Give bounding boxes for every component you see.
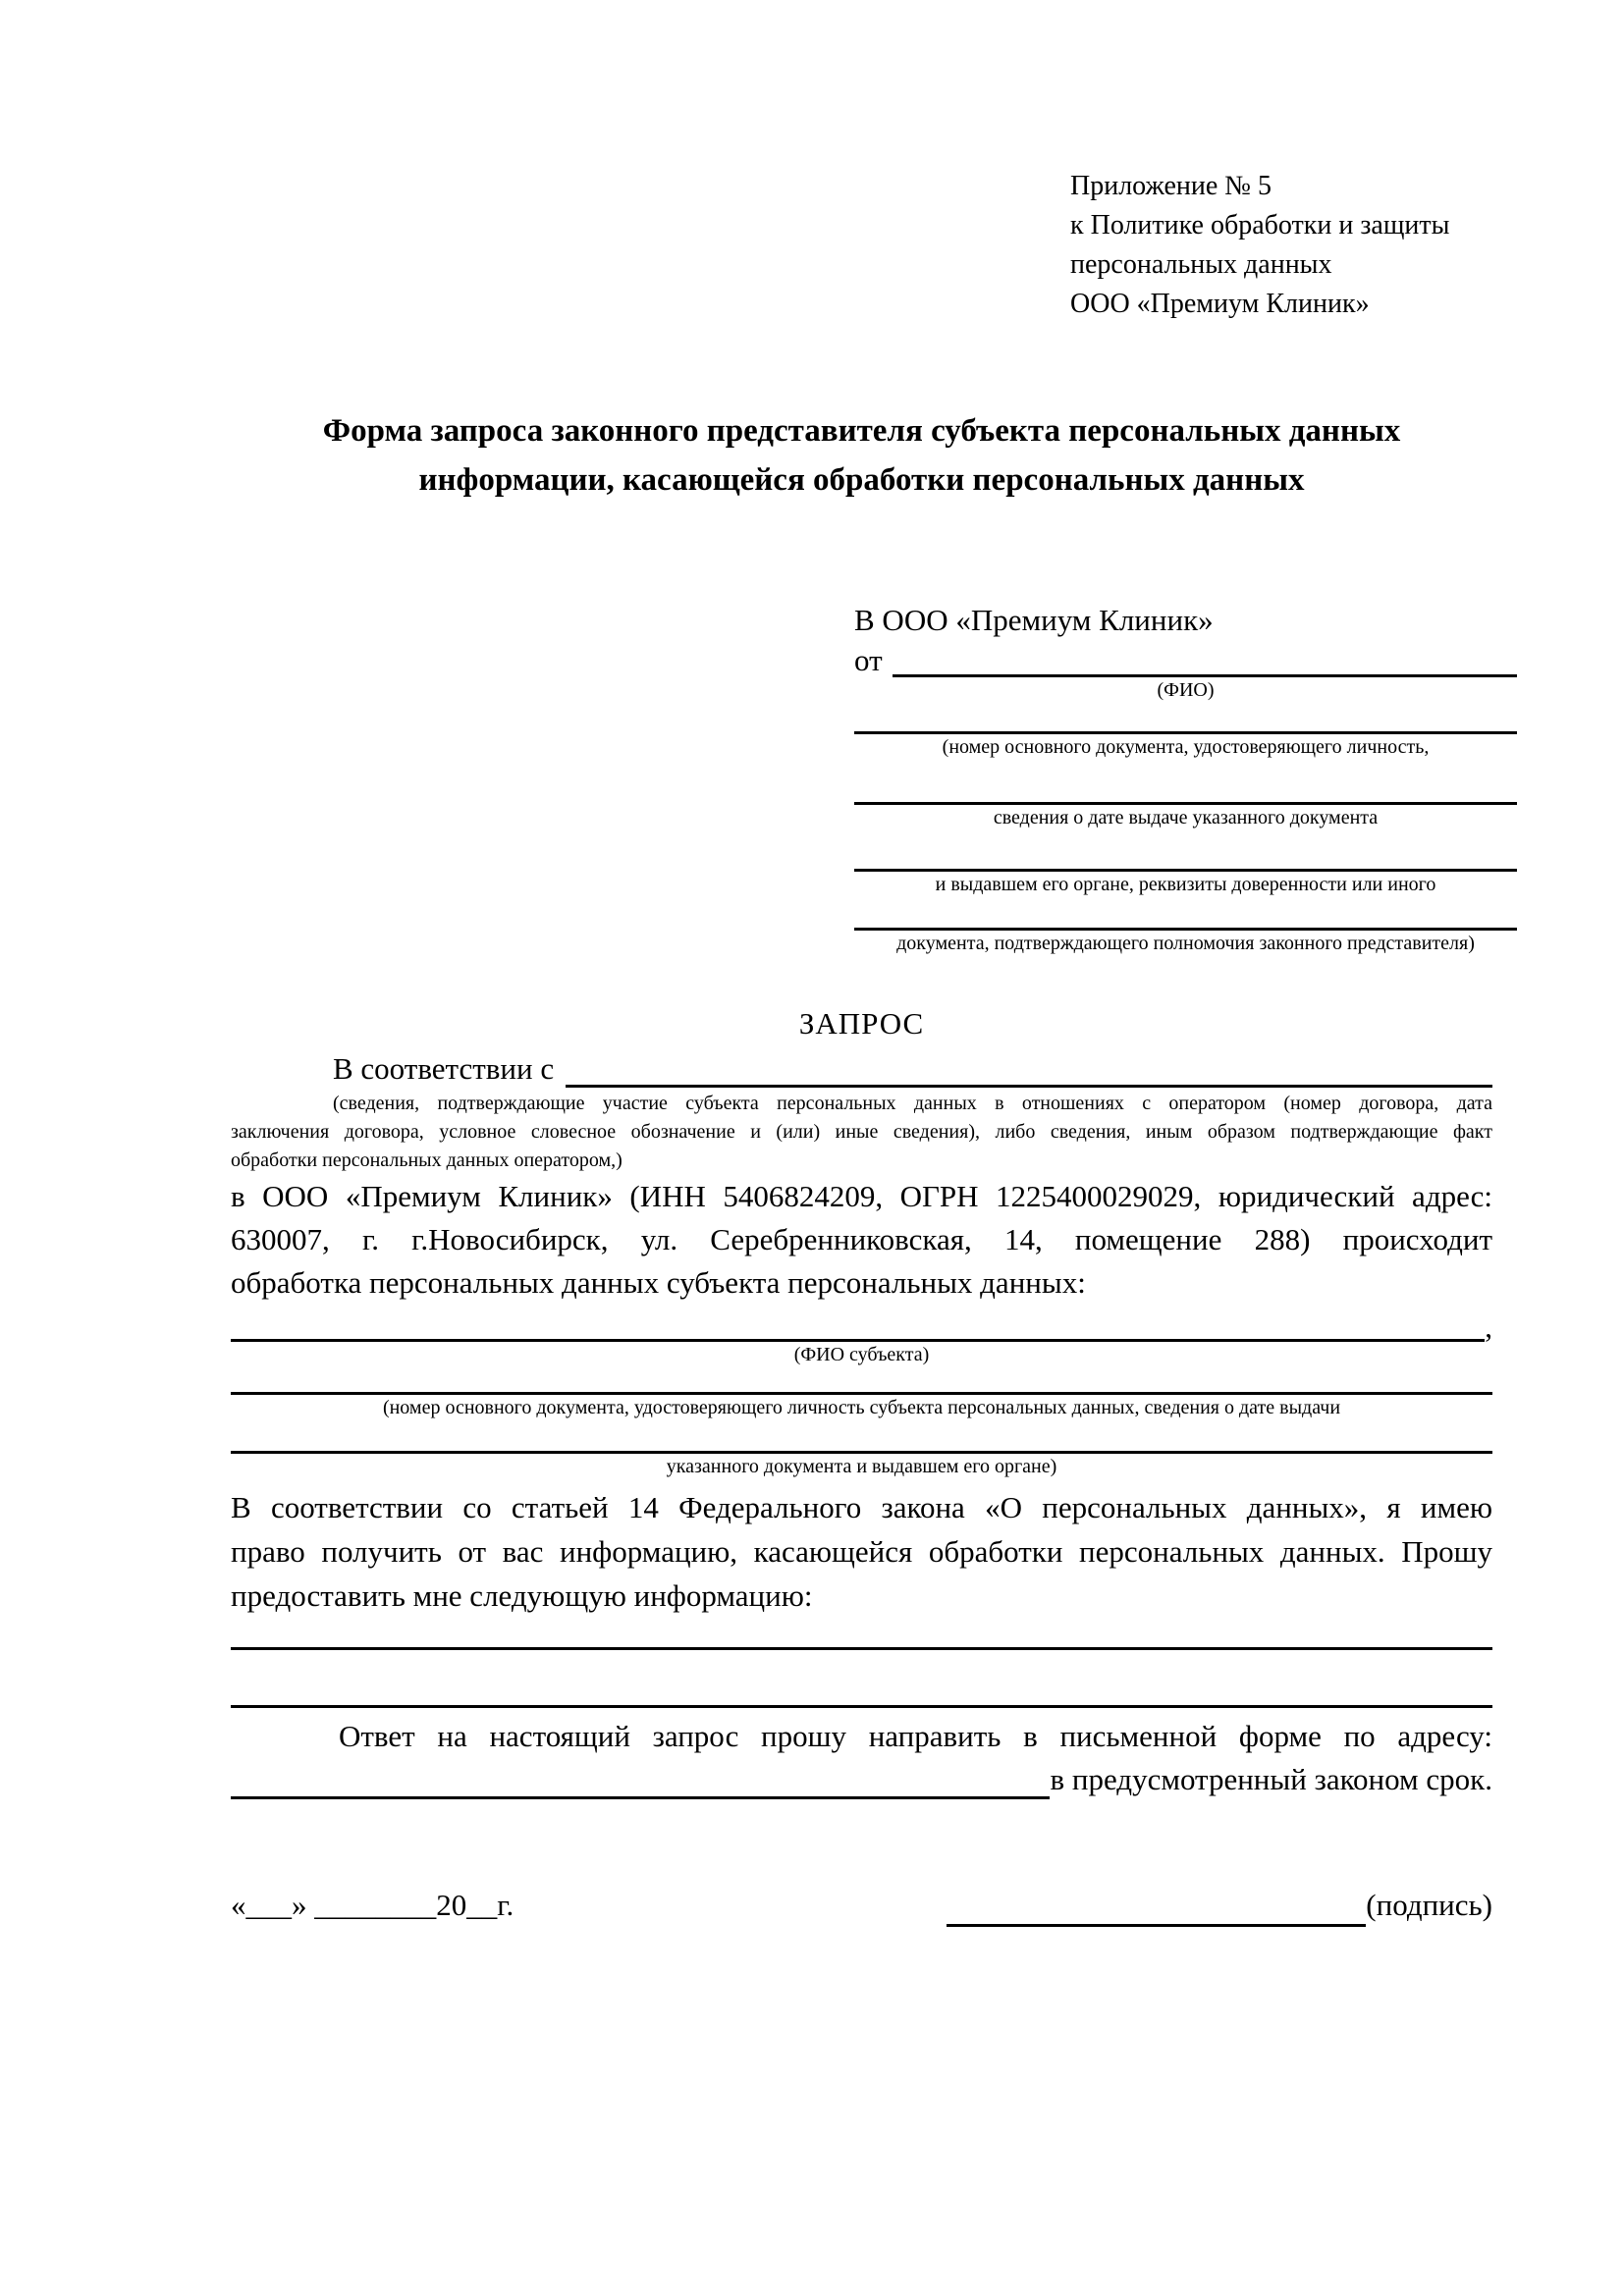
- from-field: [854, 642, 1517, 677]
- subject-fio-field: [231, 1309, 1492, 1344]
- reply-paragraph-tail: в предусмотренный законом срок.: [1050, 1762, 1492, 1796]
- basis-field: [231, 1046, 1492, 1088]
- subject-document-caption: (номер основного документа, удостоверяющего личность субъекта персональных данных, сведения о дате выдачи: [382, 1397, 1341, 1418]
- subject-document-blank-line: [231, 1367, 1492, 1395]
- issue-date-blank-line: [854, 760, 1517, 805]
- request-heading: ЗАПРОС: [798, 1006, 925, 1041]
- date-signature-row: [231, 1884, 1492, 1927]
- addressee-block: [854, 599, 1517, 956]
- appendix-line: персональных данных: [1070, 249, 1332, 280]
- operator-paragraph: [231, 1175, 1492, 1305]
- note-line: (сведения, подтверждающие участие субъекта персональных данных в отношениях с оператором (номер договора, дата: [333, 1093, 1492, 1114]
- basis-blank-line: [566, 1058, 1492, 1088]
- power-of-attorney-blank-line: [854, 897, 1517, 931]
- operator-paragraph-line: 630007, г. г.Новосибирск, ул. Серебренниковская, 14, помещение 288) происходит: [231, 1222, 1492, 1256]
- signature-blank-line: [947, 1896, 1366, 1927]
- signature-field: [947, 1884, 1492, 1927]
- subject-fio-blank-line: [231, 1318, 1485, 1342]
- requested-info-blank-line-1: [231, 1647, 1492, 1650]
- appendix-line: к Политике обработки и защиты: [1070, 210, 1450, 240]
- operator-paragraph-line: в ООО «Премиум Клиник» (ИНН 5406824209, ОГРН 1225400029029, юридический адрес:: [231, 1179, 1492, 1213]
- basis-explanation-note: [231, 1090, 1492, 1175]
- appendix-line: Приложение № 5: [1070, 171, 1272, 201]
- rights-paragraph-line: право получить от вас информацию, касающейся обработки персональных данных. Прошу: [231, 1534, 1492, 1569]
- appendix-line: ООО «Премиум Клиник»: [1070, 289, 1370, 319]
- document-number-blank-line: [854, 703, 1517, 734]
- reply-paragraph: Ответ на настоящий запрос прошу направить в письменной форме по адресу:: [339, 1719, 1492, 1753]
- addressee-organization: В ООО «Премиум Клиник»: [854, 603, 1214, 637]
- reply-address-blank-line: [231, 1768, 1050, 1799]
- document-title: [231, 406, 1492, 505]
- field-caption: и выдавшем его органе, реквизиты доверенности или иного: [935, 874, 1436, 895]
- note-line: обработки персональных данных оператором,): [231, 1149, 623, 1171]
- from-blank-line: [893, 648, 1517, 677]
- signature-caption: (подпись): [1366, 1888, 1492, 1922]
- subject-document-blank-line-2: [231, 1420, 1492, 1454]
- reply-address-field: [231, 1758, 1492, 1799]
- subject-fio-caption: (ФИО субъекта): [793, 1344, 930, 1365]
- appendix-header: [1070, 167, 1492, 324]
- document-title-line: Форма запроса законного представителя субъекта персональных данных: [322, 413, 1401, 449]
- date-blank: «___» ________20__г.: [231, 1888, 514, 1922]
- subject-document-caption-2: указанного документа и выдавшем его органе): [666, 1456, 1057, 1477]
- field-caption: (номер основного документа, удостоверяющего личность,: [942, 736, 1430, 758]
- fio-caption: (ФИО): [1157, 679, 1215, 701]
- requested-info-blank-line-2: [231, 1705, 1492, 1708]
- note-line: заключения договора, условное словесное обозначение и (или) иные сведения), либо сведения, иным образом подтверждающие факт: [231, 1121, 1492, 1143]
- operator-paragraph-line: обработка персональных данных субъекта персональных данных:: [231, 1265, 1086, 1300]
- field-caption: документа, подтверждающего полномочия законного представителя): [896, 933, 1475, 954]
- from-label: от: [854, 643, 883, 677]
- rights-paragraph-line: В соответствии со статьей 14 Федерального закона «О персональных данных», я имею: [231, 1490, 1492, 1524]
- field-caption: сведения о дате выдаче указанного документа: [993, 807, 1379, 828]
- rights-paragraph: [231, 1485, 1492, 1618]
- basis-label: В соответствии с: [333, 1051, 555, 1086]
- rights-paragraph-line: предоставить мне следующую информацию:: [231, 1578, 813, 1613]
- trailing-comma: ,: [1485, 1309, 1492, 1344]
- document-title-line: информации, касающейся обработки персональных данных: [418, 462, 1305, 498]
- issuing-authority-blank-line: [854, 830, 1517, 872]
